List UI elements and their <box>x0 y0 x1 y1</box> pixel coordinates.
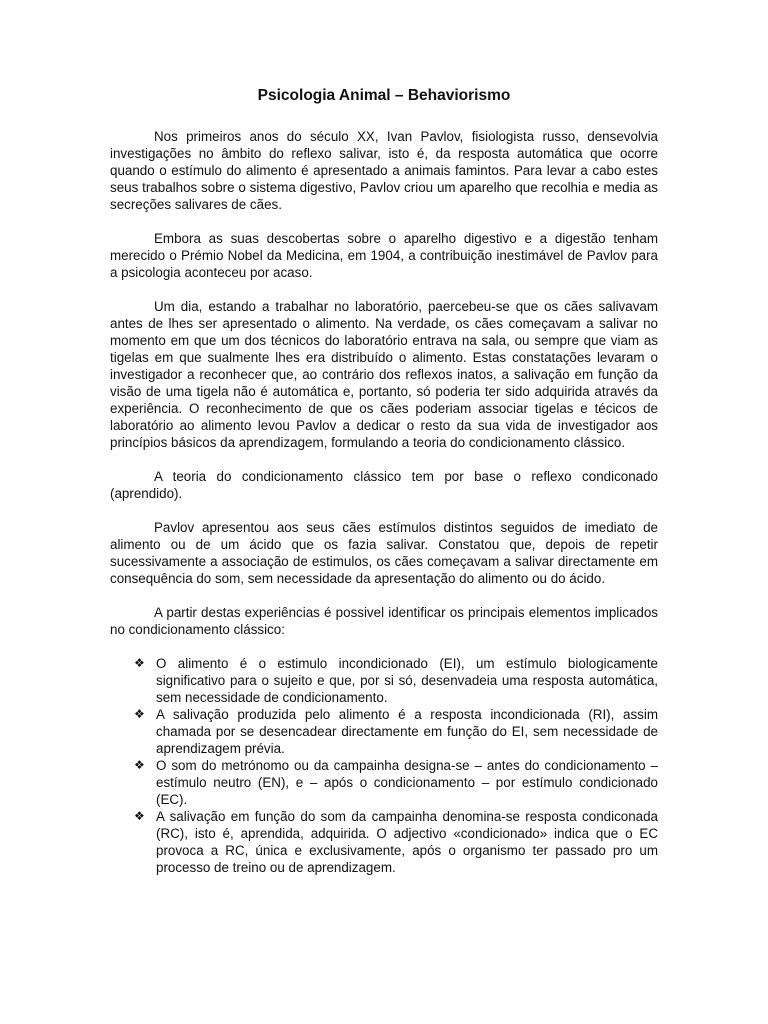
document-page <box>110 86 658 876</box>
paragraph-2: Embora as suas descobertas sobre o aparelho digestivo e a digestão tenham merecido o Prémio Nobel da Medicina, em 1904, a contribuição inestimável de Pavlov para a psicologia aconteceu por acaso. <box>110 231 658 280</box>
list-item <box>110 757 658 808</box>
list-item <box>110 706 658 757</box>
list-item <box>110 808 658 876</box>
list-item-text: A salivação produzida pelo alimento é a resposta incondicionada (RI), assim chamada por se desencadear directamente em função do EI, sem necessidade de aprendizagem prévia. <box>156 707 658 756</box>
paragraph-4: A teoria do condicionamento clássico tem por base o reflexo condiconado (aprendido). <box>110 469 658 501</box>
list-item-text: O som do metrónomo ou da campainha designa-se – antes do condicionamento – estímulo neutro (EN), e – após o condicionamento – por estímulo condicionado (EC). <box>156 758 658 807</box>
diamond-bullet-icon: ❖ <box>134 758 145 772</box>
paragraph-6: A partir destas experiências é possivel identificar os principais elementos implicados no condicionamento clássico: <box>110 605 658 637</box>
list-item-text: A salivação em função do som da campainha denomina-se resposta condiconada (RC), isto é, aprendida, adquirida. O adjectivo «condicionado» indica que o EC provoca a RC, única e exclusivamente, após o organismo ter passado pro um processo de treino ou de aprendizagem. <box>156 809 658 875</box>
diamond-bullet-icon: ❖ <box>134 707 145 721</box>
elements-list <box>110 655 658 876</box>
list-item <box>110 655 658 706</box>
diamond-bullet-icon: ❖ <box>134 809 145 823</box>
document-title: Psicologia Animal – Behaviorismo <box>257 87 511 104</box>
list-item-text: O alimento é o estimulo incondicionado (EI), um estímulo biologicamente significativo para o sujeito e que, por si só, desenvadeia uma resposta automática, sem necessidade de condicionamento. <box>156 656 658 705</box>
paragraph-5: Pavlov apresentou aos seus cães estímulos distintos seguidos de imediato de alimento ou de um ácido que os fazia salivar. Constatou que, depois de repetir sucessivamente a associação de estimulos, os cães começavam a salivar directamente em consequência do som, sem necessidade da apresentação do alimento ou do ácido. <box>110 520 658 586</box>
paragraph-3: Um dia, estando a trabalhar no laboratório, paercebeu-se que os cães salivavam antes de lhes ser apresentado o alimento. Na verdade, os cães começavam a salivar no momento em que um dos técnicos do laboratório entrava na sala, ou sempre que viam as tigelas em que sualmente lhes era distribuído o alimento. Estas constatações levaram o investigador a reconhecer que, ao contrário dos reflexos inatos, a salivação em função da visão de uma tigela não é automática e, portanto, só poderia ter sido adquirida através da experiência. O reconhecimento de que os cães poderiam associar tigelas e técicos de laboratório ao alimento levou Pavlov a dedicar o resto da sua vida de investigador aos princípios básicos da aprendizagem, formulando a teoria do condicionamento clássico. <box>110 299 658 450</box>
diamond-bullet-icon: ❖ <box>134 656 145 670</box>
paragraph-1: Nos primeiros anos do século XX, Ivan Pavlov, fisiologista russo, densevolvia investigações no âmbito do reflexo salivar, isto é, da resposta automática que ocorre quando o estímulo do alimento é apresentado a animais famintos. Para levar a cabo estes seus trabalhos sobre o sistema digestivo, Pavlov criou um aparelho que recolhia e media as secreções salivares de cães. <box>110 129 658 212</box>
